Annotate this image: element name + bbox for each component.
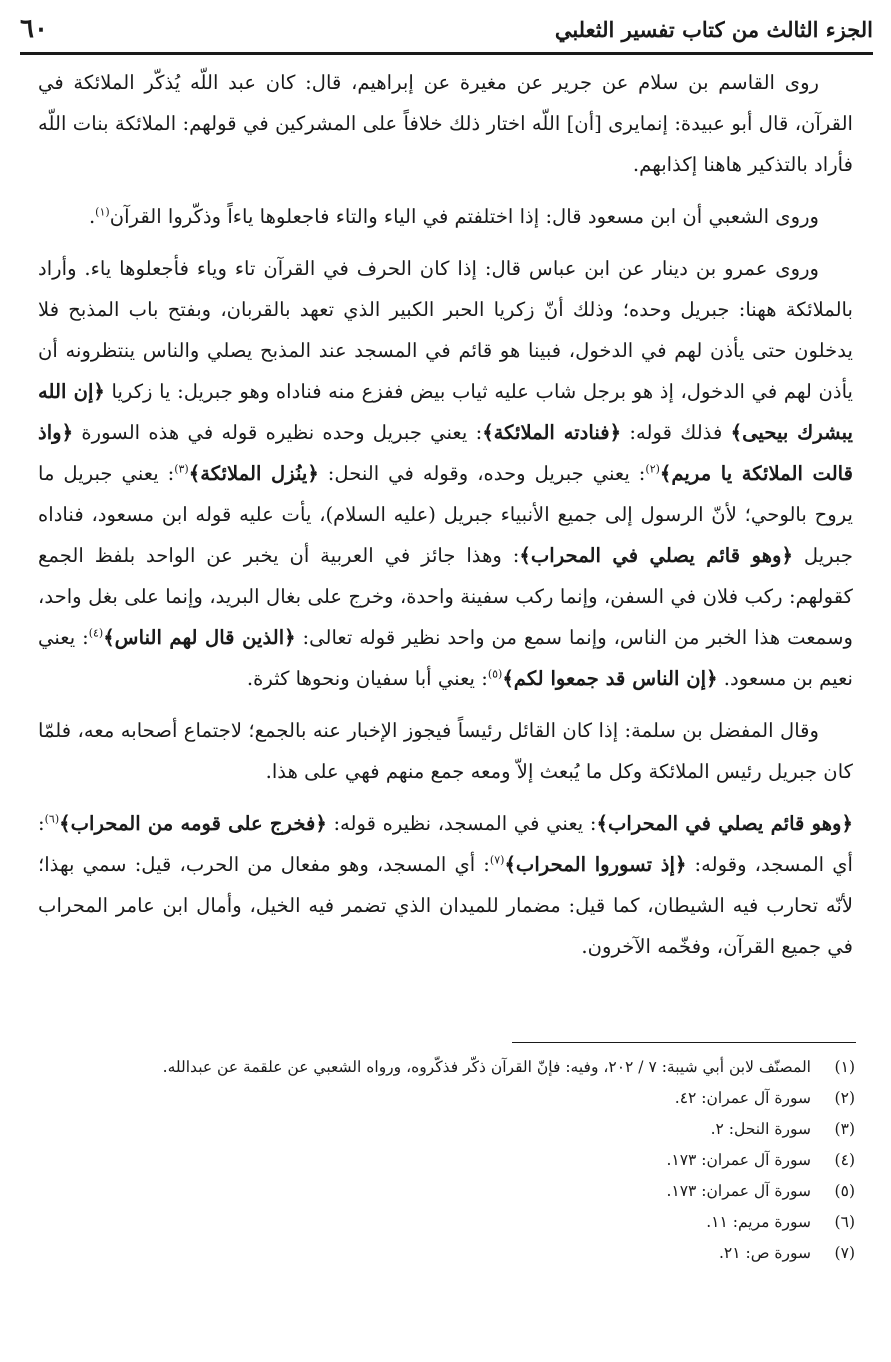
footnotes bbox=[34, 1052, 855, 1269]
header-rule bbox=[20, 52, 873, 55]
paragraph-2: وروى الشعبي أن ابن مسعود قال: إذا اختلفتم في الياء والتاء فاجعلوها ياءاً وذكّروا القرآن$^{(١)}$. bbox=[88, 205, 819, 228]
text-run: : يعني أبا سفيان ونحوها كثرة. bbox=[246, 667, 488, 690]
text-run: : يعني نعيم بن مسعود. bbox=[38, 626, 853, 690]
quran-quote: ﴿إذ تسوروا المحراب﴾ bbox=[504, 853, 687, 876]
quran-quote: ﴿ينُزل الملائكة﴾ bbox=[188, 462, 319, 485]
footnote-ref-2: (٢) bbox=[645, 462, 660, 476]
quran-quote: ﴿واذ قالت الملائكة يا مريم﴾ bbox=[38, 421, 853, 485]
quran-quote: ﴿إن الناس قد جمعوا لكم﴾ bbox=[502, 667, 718, 690]
quran-quote: ﴿فخرج على قومه من المحراب﴾ bbox=[59, 812, 327, 835]
text-run: : يعني في المسجد، نظيره قوله: bbox=[326, 812, 597, 835]
text-run: : يعني جبريل وحده، وقوله في النحل: bbox=[318, 462, 646, 485]
quran-quote: ﴿الذين قال لهم الناس﴾ bbox=[103, 626, 296, 649]
footnote-text: سورة آل عمران: ١٧٣. bbox=[666, 1182, 811, 1200]
footnote-text: سورة مريم: ١١. bbox=[706, 1213, 811, 1231]
quran-quote: ﴿وهو قائم يصلي في المحراب﴾ bbox=[596, 812, 854, 835]
footnote-number: (١) bbox=[834, 1058, 855, 1076]
footnote-number: (٣) bbox=[834, 1120, 855, 1138]
page-number: ٦٠ bbox=[20, 14, 48, 44]
footnote-ref-7: (٧) bbox=[489, 853, 505, 867]
footnote-text: المصنّف لابن أبي شيبة: ٧ / ٢٠٢، وفيه: فإنّ القرآن ذكّر فذكّروه، ورواه الشعبي عن علقمة عن عبدالله. bbox=[162, 1058, 811, 1076]
footnote-number: (٢) bbox=[834, 1089, 855, 1107]
footnote bbox=[34, 1207, 855, 1238]
paragraph-3 bbox=[38, 248, 853, 699]
footnote-ref-4: (٤) bbox=[88, 626, 104, 640]
footnote-separator bbox=[512, 1042, 856, 1043]
footnote-text: سورة آل عمران: ١٧٣. bbox=[666, 1151, 811, 1169]
footnote bbox=[34, 1114, 855, 1145]
footnote bbox=[34, 1145, 855, 1176]
footnote-number: (٤) bbox=[834, 1151, 855, 1169]
footnote-number: (٦) bbox=[834, 1213, 855, 1231]
text-run: فذلك قوله: bbox=[621, 421, 731, 444]
text-run: : أي المسجد، وهو مفعال من الحرب، قيل: سمي بهذا؛ لأنّه تحارب فيه الشيطان، كما قيل: مضمار للميدان الذي تضمر فيه الخيل، وأمال ابن عامر المحراب في جميع القرآن، وفخّمه الآخرون. bbox=[38, 853, 853, 958]
footnote-text: سورة آل عمران: ٤٢. bbox=[674, 1089, 811, 1107]
quran-quote: ﴿وهو قائم يصلي في المحراب﴾ bbox=[519, 544, 793, 567]
text-run: وروى عمرو بن دينار عن ابن عباس قال: إذا كان الحرف في القرآن تاء وياء فأجعلوها ياء. وأراد بالملائكة ههنا: جبريل وحده؛ وذلك أنّ زكريا الحبر الكبير الذي تعهد بالقربان، وبفتح باب المذبح فلا يدخلون حتى يأذن لهم في الدخول، فبينا هو قائم في المسجد عند المذبح يصلي والناس ينتظرونه أن يأذن لهم في الدخول، إذ هو برجل شاب عليه ثياب بيض ففزع منه فناداه وهو جبريل: يا زكريا bbox=[38, 257, 853, 403]
main-text bbox=[38, 62, 853, 978]
paragraph-1: روى القاسم بن سلام عن جرير عن مغيرة عن إبراهيم، قال: كان عبد اللّه يُذكّر الملائكة في القرآن، قال أبو عبيدة: إنمايرى [أن] اللّه اختار ذلك خلافاً على المشركين في قولهم: الملائكة بنات اللّه فأراد بالتذكير هاهنا إكذابهم. bbox=[38, 71, 853, 176]
paragraph-4: وقال المفضل بن سلمة: إذا كان القائل رئيساً فيجوز الإخبار عنه بالجمع؛ لاجتماع أصحابه معه، فلمّا كان جبريل رئيس الملائكة وكل ما يُبعث إلاّ ومعه جمع منهم فهي على هذا. bbox=[38, 719, 853, 783]
footnote bbox=[34, 1176, 855, 1207]
footnote-ref-3: (٣) bbox=[174, 462, 189, 476]
text-run: : يعني جبريل ما يروح بالوحي؛ لأنّ الرسول إلى جميع الأنبياء جبريل (عليه السلام)، يأت عليه قوله ابن مسعود، فناداه جبريل bbox=[38, 462, 853, 567]
text-run: : وهذا جائز في العربية أن يخبر عن الواحد بلفظ الجمع كقولهم: ركب فلان في السفن، وإنما ركب سفينة واحدة، وخرج على بغال البريد، وإنما على بغل واحد، وسمعت هذا الخبر من الناس، وإنما سمع من واحد نظير قوله تعالى: bbox=[38, 544, 853, 649]
footnote-text: سورة ص: ٢١. bbox=[718, 1244, 811, 1262]
footnote bbox=[34, 1052, 855, 1083]
quran-quote: ﴿فنادته الملائكة﴾ bbox=[482, 421, 622, 444]
paragraph-2-text: وروى الشعبي أن ابن مسعود قال: إذا اختلفتم في الياء والتاء فاجعلوها ياءاً وذكّروا القرآن bbox=[109, 205, 819, 228]
text-run: : يعني جبريل وحده نظيره قوله في هذه السورة bbox=[73, 421, 483, 444]
text-run: : أي المسجد، وقوله: bbox=[38, 812, 853, 876]
footnote-ref-6: (٦) bbox=[44, 812, 60, 826]
footnote-number: (٥) bbox=[834, 1182, 855, 1200]
paragraph-5 bbox=[38, 803, 853, 967]
footnote bbox=[34, 1083, 855, 1114]
quran-quote: ﴿إن الله يبشرك بيحيى﴾ bbox=[38, 380, 853, 444]
footnote-number: (٧) bbox=[834, 1244, 855, 1262]
header-title: الجزء الثالث من كتاب تفسير الثعلبي bbox=[554, 16, 873, 42]
footnote-ref-1: (١) bbox=[95, 205, 110, 219]
footnote-ref-5: (٥) bbox=[487, 667, 503, 681]
footnote bbox=[34, 1238, 855, 1269]
footnote-text: سورة النحل: ٢. bbox=[710, 1120, 811, 1138]
running-header bbox=[20, 8, 873, 50]
